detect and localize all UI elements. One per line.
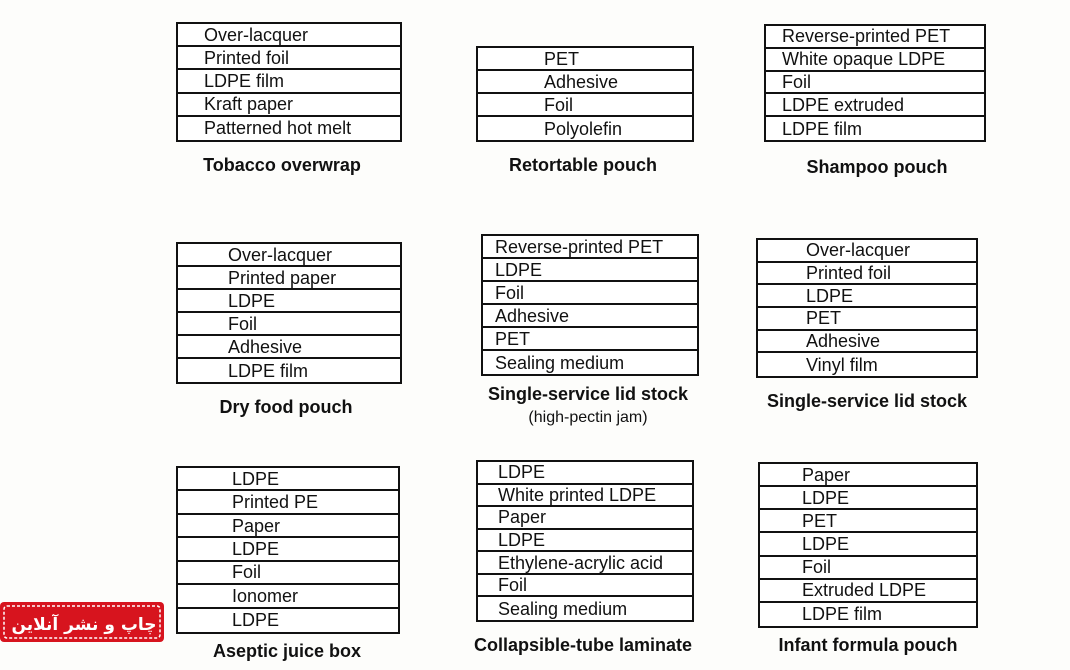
aseptic-juice-box-layer: Ionomer	[178, 585, 398, 608]
tobacco-overwrap-caption: Tobacco overwrap	[203, 155, 361, 175]
shampoo-pouch-caption: Shampoo pouch	[806, 157, 948, 177]
infant-formula-pouch-layer: LDPE	[760, 533, 976, 556]
single-service-lid-stock-layer: PET	[758, 308, 976, 331]
single-service-lid-stock-jam-caption: Single-service lid stock	[487, 384, 689, 404]
shampoo-pouch-layer: White opaque LDPE	[766, 49, 984, 72]
retortable-pouch-layer: Foil	[478, 94, 692, 117]
single-service-lid-stock-jam-layer: Reverse-printed PET	[483, 236, 697, 259]
tobacco-overwrap-layer: Kraft paper	[178, 94, 400, 117]
retortable-pouch-layer: Polyolefin	[544, 118, 623, 139]
collapsible-tube-laminate-layer: Foil	[478, 575, 692, 598]
retortable-pouch-layer: PET	[478, 48, 692, 71]
aseptic-juice-box-layer-stack	[176, 466, 400, 634]
watermark-logo	[0, 600, 168, 644]
collapsible-tube-laminate-caption: Collapsible-tube laminate	[473, 635, 693, 655]
tobacco-overwrap-layer: LDPE film	[178, 70, 400, 93]
aseptic-juice-box-layer: Foil	[178, 562, 398, 585]
collapsible-tube-laminate-layer: White printed LDPE	[478, 485, 692, 508]
dry-food-pouch-layer: LDPE film	[228, 360, 309, 381]
collapsible-tube-laminate-layer: Ethylene-acrylic acid	[478, 552, 692, 575]
aseptic-juice-box-layer: LDPE	[232, 610, 280, 631]
single-service-lid-stock-jam-layer: LDPE	[483, 259, 697, 282]
shampoo-pouch-layer-stack	[764, 24, 986, 142]
collapsible-tube-laminate-layer: LDPE	[478, 462, 692, 485]
tobacco-overwrap-layer-stack	[176, 22, 402, 142]
single-service-lid-stock-jam-layer: PET	[483, 328, 697, 351]
dry-food-pouch-layer: Over-lacquer	[178, 244, 400, 267]
dry-food-pouch-layer: Adhesive	[178, 336, 400, 359]
shampoo-pouch-layer: Reverse-printed PET	[766, 26, 984, 49]
aseptic-juice-box-layer: LDPE	[178, 538, 398, 561]
tobacco-overwrap-layer: Patterned hot melt	[204, 118, 352, 139]
infant-formula-pouch-layer: Extruded LDPE	[760, 580, 976, 603]
infant-formula-pouch-caption: Infant formula pouch	[778, 635, 958, 655]
dry-food-pouch-layer: Foil	[178, 313, 400, 336]
single-service-lid-stock-layer: Over-lacquer	[758, 240, 976, 263]
retortable-pouch-layer: Adhesive	[478, 71, 692, 94]
single-service-lid-stock-layer: LDPE	[758, 285, 976, 308]
single-service-lid-stock-jam-layer: Sealing medium	[495, 352, 625, 373]
dry-food-pouch-layer-stack	[176, 242, 402, 384]
infant-formula-pouch-layer: PET	[760, 510, 976, 533]
collapsible-tube-laminate-layer: Sealing medium	[498, 598, 628, 619]
tobacco-overwrap-layer: Printed foil	[178, 47, 400, 70]
watermark-logo-graphic	[0, 600, 168, 644]
infant-formula-pouch-layer: Paper	[760, 464, 976, 487]
shampoo-pouch-layer: LDPE extruded	[766, 94, 984, 117]
shampoo-pouch-layer: LDPE film	[782, 118, 863, 139]
single-service-lid-stock-jam-layer-stack	[481, 234, 699, 376]
infant-formula-pouch-layer: LDPE	[760, 487, 976, 510]
aseptic-juice-box-caption: Aseptic juice box	[212, 641, 362, 661]
aseptic-juice-box-layer: Printed PE	[178, 491, 398, 514]
aseptic-juice-box-layer: LDPE	[178, 468, 398, 491]
collapsible-tube-laminate-layer: Paper	[478, 507, 692, 530]
single-service-lid-stock-layer: Adhesive	[758, 331, 976, 354]
retortable-pouch-caption: Retortable pouch	[508, 155, 657, 175]
single-service-lid-stock-jam-layer: Adhesive	[483, 305, 697, 328]
collapsible-tube-laminate-layer: LDPE	[478, 530, 692, 553]
single-service-lid-stock-jam-subcaption: (high-pectin jam)	[528, 409, 648, 426]
dry-food-pouch-caption: Dry food pouch	[219, 397, 353, 417]
single-service-lid-stock-layer-stack	[756, 238, 978, 378]
aseptic-juice-box-layer: Paper	[178, 515, 398, 538]
dry-food-pouch-layer: Printed paper	[178, 267, 400, 290]
single-service-lid-stock-jam-layer: Foil	[483, 282, 697, 305]
dry-food-pouch-layer: LDPE	[178, 290, 400, 313]
single-service-lid-stock-caption: Single-service lid stock	[766, 391, 968, 411]
single-service-lid-stock-layer: Printed foil	[758, 263, 976, 286]
collapsible-tube-laminate-layer-stack	[476, 460, 694, 622]
infant-formula-pouch-layer-stack	[758, 462, 978, 628]
watermark-logo-text: چاپ و نشر آنلاین	[11, 615, 157, 635]
infant-formula-pouch-layer: Foil	[760, 557, 976, 580]
single-service-lid-stock-layer: Vinyl film	[806, 354, 878, 375]
tobacco-overwrap-layer: Over-lacquer	[178, 24, 400, 47]
retortable-pouch-layer-stack	[476, 46, 694, 142]
infant-formula-pouch-layer: LDPE film	[802, 604, 883, 625]
shampoo-pouch-layer: Foil	[766, 72, 984, 95]
